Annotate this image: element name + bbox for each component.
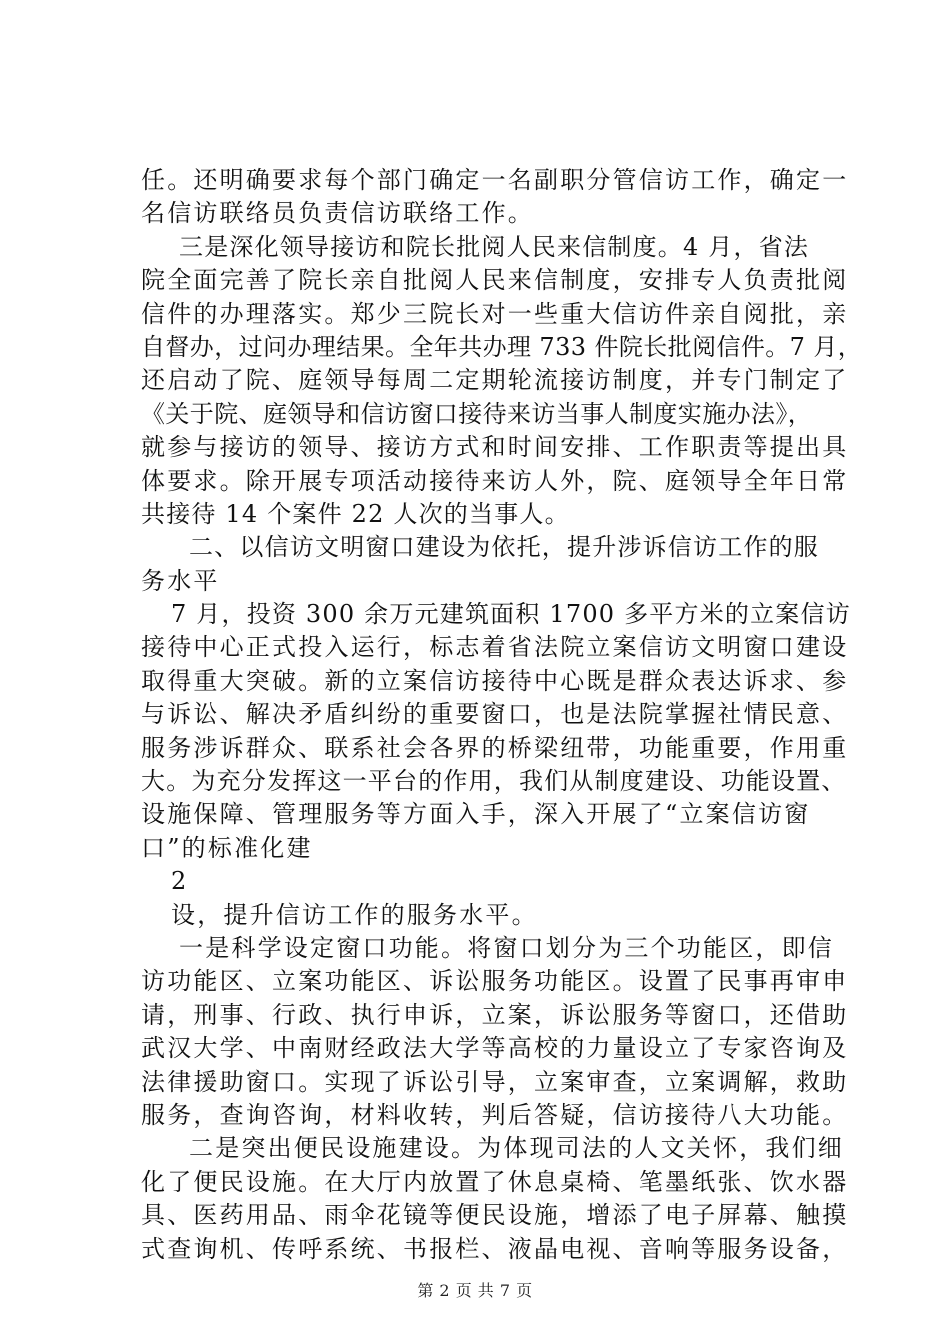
paragraph-start-line: 三是深化领导接访和院长批阅人民来信制度。4 月，省法 [179,232,810,261]
text-line: 体要求。除开展专项活动接待来访人外，院、庭领导全年日常 [141,466,849,495]
text-line: 任。还明确要求每个部门确定一名副职分管信访工作，确定一 [141,166,849,194]
text-line: 共接待 14 个案件 22 人次的当事人。 [141,499,570,528]
text-line: 设，提升信访工作的服务水平。 [171,900,538,929]
paragraph-start-line: 二是突出便民设施建设。为体现司法的人文关怀，我们细 [189,1134,844,1163]
text-line: 院全面完善了院长亲自批阅人民来信制度，安排专人负责批阅 [141,266,849,295]
section-heading-line: 务水平 [141,566,220,595]
text-line: 口”的标准化建 [141,833,313,862]
text-line: 取得重大突破。新的立案信访接待中心既是群众表达诉求、参 [141,666,849,695]
text-line: 设施保障、管理服务等方面入手，深入开展了“立案信访窗 [141,800,811,829]
text-line: 名信访联络员负责信访联络工作。 [141,199,534,228]
page-number-inline: 2 [171,867,189,896]
text-line: 还启动了院、庭领导每周二定期轮流接访制度，并专门制定了 [141,366,849,395]
text-line: 法律援助窗口。实现了诉讼引导，立案审查，立案调解，救助 [141,1067,849,1096]
paragraph-start-line: 7 月，投资 300 余万元建筑面积 1700 多平方米的立案信访 [171,600,851,629]
text-line: 请，刑事、行政、执行申诉，立案，诉讼服务等窗口，还借助 [141,1000,849,1029]
text-line: 式查询机、传呼系统、书报栏、液晶电视、音响等服务设备， [141,1234,849,1263]
text-line: 与诉讼、解决矛盾纠纷的重要窗口，也是法院掌握社情民意、 [141,700,849,729]
text-line: 自督办，过问办理结果。全年共办理 733 件院长批阅信件。7 月， [141,332,863,361]
text-line: 大。为充分发挥这一平台的作用，我们从制度建设、功能设置、 [141,767,847,796]
paragraph-start-line: 一是科学设定窗口功能。将窗口划分为三个功能区，即信 [179,933,834,962]
text-line: 服务涉诉群众、联系社会各界的桥梁纽带，功能重要，作用重 [141,733,849,762]
text-line: 服务，查询咨询，材料收转，判后答疑，信访接待八大功能。 [141,1100,849,1129]
text-line: 《关于院、庭领导和信访窗口接待来访当事人制度实施办法》， [141,399,813,428]
section-heading-line: 二、以信访文明窗口建设为依托，提升涉诉信访工作的服 [189,533,819,562]
text-line: 访功能区、立案功能区、诉讼服务功能区。设置了民事再审申 [141,967,849,996]
text-line: 信件的办理落实。郑少三院长对一些重大信访件亲自阅批，亲 [141,299,849,328]
text-line: 就参与接访的领导、接访方式和时间安排、工作职责等提出具 [141,433,849,462]
document-body [141,164,863,1266]
text-line: 化了便民设施。在大厅内放置了休息桌椅、笔墨纸张、饮水器 [141,1167,849,1196]
text-line: 接待中心正式投入运行，标志着省法院立案信访文明窗口建设 [141,633,849,662]
text-line: 具、医药用品、雨伞花镜等便民设施，增添了电子屏幕、触摸 [141,1201,849,1230]
page-footer: 第 2 页 共 7 页 [417,1281,533,1300]
text-line: 武汉大学、中南财经政法大学等高校的力量设立了专家咨询及 [141,1034,849,1063]
